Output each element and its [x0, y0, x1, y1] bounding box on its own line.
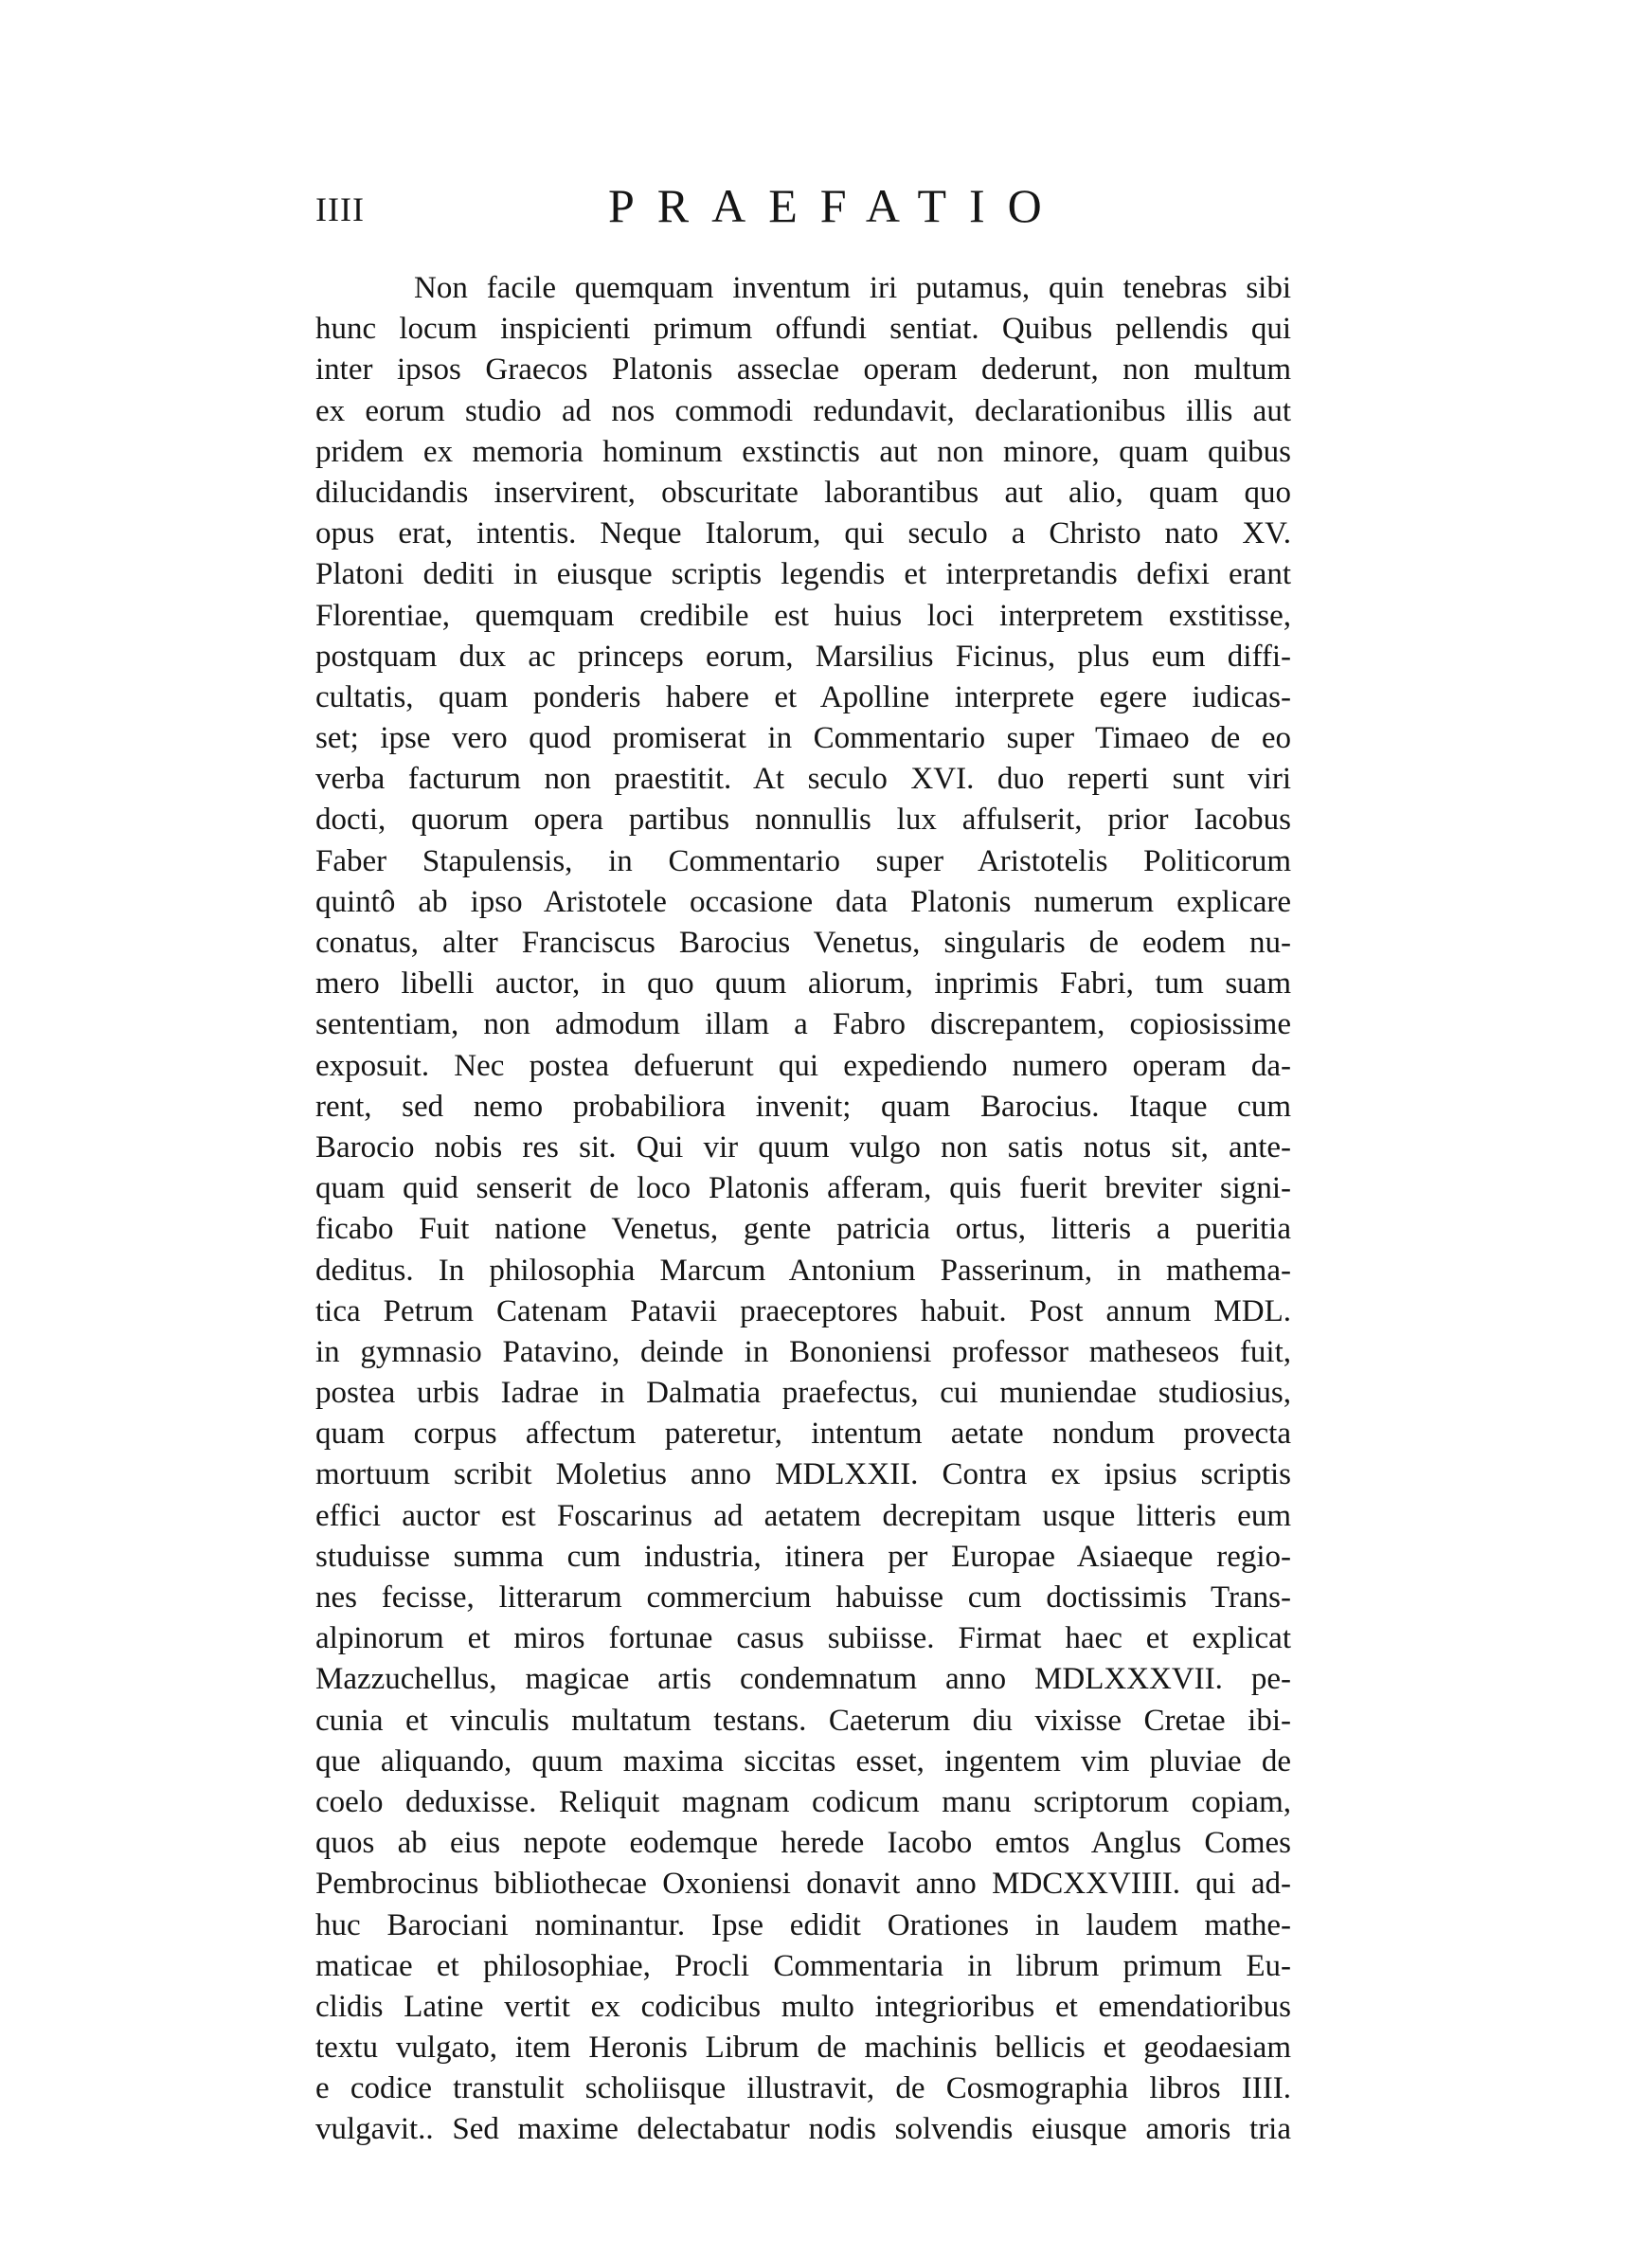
text-line: textu vulgato, item Heronis Librum de machinis bellicis et geodaesiam: [315, 2031, 1291, 2066]
text-line: quos ab eius nepote eodemque herede Iacobo emtos Anglus Comes: [315, 1826, 1291, 1861]
text-line: effici auctor est Foscarinus ad aetatem decrepitam usque litteris eum: [315, 1498, 1291, 1533]
text-line: maticae et philosophiae, Procli Commentaria in librum primum Eu-: [315, 1948, 1291, 1983]
text-line: Barocio nobis res sit. Qui vir quum vulgo non satis notus sit, ante-: [315, 1129, 1291, 1165]
text-line: rent, sed nemo probabiliora invenit; quam Barocius. Itaque cum: [315, 1089, 1291, 1124]
text-line: studuisse summa cum industria, itinera per Europae Asiaeque regio-: [315, 1539, 1291, 1574]
text-line: Mazzuchellus, magicae artis condemnatum anno MDLXXXVII. pe-: [315, 1662, 1291, 1697]
text-line: in gymnasio Patavino, deinde in Bononiensi professor matheseos fuit,: [315, 1334, 1291, 1369]
text-line: inter ipsos Graecos Platonis asseclae operam dederunt, non multum: [315, 352, 1291, 388]
text-line: que aliquando, quum maxima siccitas esset, ingentem vim pluviae de: [315, 1743, 1291, 1779]
text-line: Faber Stapulensis, in Commentario super Aristotelis Politicorum: [315, 843, 1291, 878]
text-line: exposuit. Nec postea defuerunt qui expediendo numero operam da-: [315, 1048, 1291, 1083]
text-line: ex eorum studio ad nos commodi redundavit, declarationibus illis aut: [315, 393, 1291, 428]
text-line: huc Barociani nominantur. Ipse edidit Orationes in laudem mathe-: [315, 1907, 1291, 1942]
text-line: mero libelli auctor, in quo quum aliorum, inprimis Fabri, tum suam: [315, 966, 1291, 1002]
text-line: vulgavit.. Sed maxime delectabatur nodis solvendis eiusque amoris tria: [315, 2112, 1291, 2147]
text-line: quam quid senserit de loco Platonis afferam, quis fuerit breviter signi-: [315, 1171, 1291, 1206]
text-line: quintô ab ipso Aristotele occasione data Platonis numerum explicare: [315, 884, 1291, 919]
text-line: postquam dux ac princeps eorum, Marsilius Ficinus, plus eum diffi-: [315, 639, 1291, 674]
text-line: Florentiae, quemquam credibile est huius loci interpretem exstitisse,: [315, 598, 1291, 633]
text-line: Non facile quemquam inventum iri putamus, quin tenebras sibi: [414, 271, 1291, 305]
text-line: dilucidandis inservirent, obscuritate laborantibus aut alio, quam quo: [315, 475, 1291, 510]
text-line: set; ipse vero quod promiserat in Commentario super Timaeo de eo: [315, 721, 1291, 756]
text-line: cunia et vinculis multatum testans. Caeterum diu vixisse Cretae ibi-: [315, 1703, 1291, 1738]
text-line: Pembrocinus bibliothecae Oxoniensi donavit anno MDCXXVIIII. qui ad-: [315, 1867, 1291, 1902]
text-line: conatus, alter Franciscus Barocius Venetus, singularis de eodem nu-: [315, 926, 1291, 960]
text-line: alpinorum et miros fortunae casus subiisse. Firmat haec et explicat: [315, 1621, 1291, 1656]
preface-text: [315, 268, 1291, 2151]
text-line: coelo deduxisse. Reliquit magnam codicum manu scriptorum copiam,: [315, 1784, 1291, 1819]
running-title: PRAEFATIO: [608, 179, 1065, 232]
page-number: IIII: [315, 190, 365, 228]
text-line: docti, quorum opera partibus nonnullis lux affulserit, prior Iacobus: [315, 803, 1291, 838]
text-line: Platoni dediti in eiusque scriptis legendis et interpretandis defixi erant: [315, 557, 1291, 592]
text-line: opus erat, intentis. Neque Italorum, qui seculo a Christo nato XV.: [315, 516, 1291, 551]
text-line: e codice transtulit scholiisque illustravit, de Cosmographia libros IIII.: [315, 2071, 1291, 2106]
text-line: deditus. In philosophia Marcum Antonium Passerinum, in mathema-: [315, 1253, 1291, 1288]
text-line: clidis Latine vertit ex codicibus multo integrioribus et emendatioribus: [315, 1989, 1291, 2024]
text-line: postea urbis Iadrae in Dalmatia praefectus, cui muniendae studiosius,: [315, 1376, 1291, 1411]
text-line: cultatis, quam ponderis habere et Apolline interprete egere iudicas-: [315, 679, 1291, 714]
text-line: pridem ex memoria hominum exstinctis aut non minore, quam quibus: [315, 434, 1291, 469]
text-line: sententiam, non admodum illam a Fabro discrepantem, copiosissime: [315, 1007, 1291, 1042]
text-line: mortuum scribit Moletius anno MDLXXII. Contra ex ipsius scriptis: [315, 1457, 1291, 1492]
text-line: nes fecisse, litterarum commercium habuisse cum doctissimis Trans-: [315, 1580, 1291, 1615]
text-line: quam corpus affectum pateretur, intentum aetate nondum provecta: [315, 1417, 1291, 1452]
text-line: ficabo Fuit natione Venetus, gente patricia ortus, litteris a pueritia: [315, 1212, 1291, 1247]
text-line: hunc locum inspicienti primum offundi sentiat. Quibus pellendis qui: [315, 312, 1291, 347]
text-line: tica Petrum Catenam Patavii praeceptores habuit. Post annum MDL.: [315, 1293, 1291, 1328]
text-line: verba facturum non praestitit. At seculo XVI. duo reperti sunt viri: [315, 762, 1291, 797]
